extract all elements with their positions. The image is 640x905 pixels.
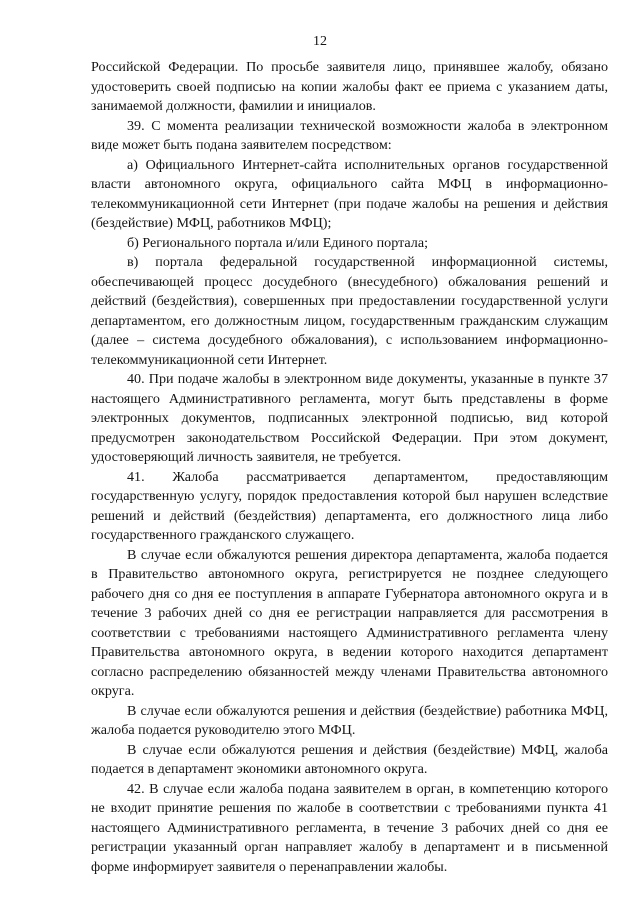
paragraph-39: 39. С момента реализации технической возможности жалоба в электронном виде может быть подана заявителем посредством: — [91, 117, 608, 153]
paragraph-41-mfc: В случае если обжалуются решения и действия (бездействие) МФЦ, жалоба подается в департамент экономики автономного округа. — [91, 741, 608, 777]
body-text — [91, 58, 608, 877]
paragraph-40: 40. При подаче жалобы в электронном виде документы, указанные в пункте 37 настоящего Административного регламента, могут быть представлены в форме электронных документов, подписанных электронной подписью, вид которой предусмотрен законодательством Российской Федерации. При этом документ, удостоверяющий личность заявителя, не требуется. — [91, 371, 608, 465]
paragraph-41-mfc-worker: В случае если обжалуются решения и действия (бездействие) работника МФЦ, жалоба подается руководителю этого МФЦ. — [91, 702, 608, 738]
paragraph-41: 41. Жалоба рассматривается департаментом, предоставляющим государственную услугу, порядок предоставления которой был нарушен вследствие решений и действий (бездействия) департамента, его должностного лица либо государственного гражданского служащего. — [91, 468, 608, 543]
paragraph-39-c: в) портала федеральной государственной информационной системы, обеспечивающей процесс досудебного (внесудебного) обжалования решений и действий (бездействия), совершенных при предоставлении государственной услуги департаментом, его должностным лицом, государственным гражданским служащим (далее – система досудебного обжалования), с использованием информационно-телекоммуникационной сети Интернет. — [91, 254, 608, 368]
paragraph-42: 42. В случае если жалоба подана заявителем в орган, в компетенцию которого не входит принятие решения по жалобе в соответствии с требованиями пункта 41 настоящего Административного регламента, в течение 3 рабочих дней со дня ее регистрации указанный орган направляет жалобу в департамент и в письменной форме информирует заявителя о перенаправлении жалобы. — [91, 780, 608, 875]
paragraph-39-b: б) Регионального портала и/или Единого портала; — [127, 234, 428, 251]
paragraph-41-director: В случае если обжалуются решения директора департамента, жалоба подается в Правительство автономного округа, регистрируется не позднее следующего рабочего дня со дня ее поступления в аппарате Губернатора автономного округа и в течение 3 рабочих дней со дня ее регистрации направляется для рассмотрения в соответствии с требованиями настоящего Административного регламента члену Правительства автономного округа, в ведении которого находится департамент согласно распределению обязанностей между членами Правительства автономного округа. — [91, 546, 608, 699]
page-number: 12 — [313, 34, 327, 49]
paragraph-continuation: Российской Федерации. По просьбе заявителя лицо, принявшее жалобу, обязано удостоверить своей подписью на копии жалобы факт ее приема с указанием даты, занимаемой должности, фамилии и инициалов. — [91, 59, 608, 114]
paragraph-39-a: а) Официального Интернет-сайта исполнительных органов государственной власти автономного округа, официального сайта МФЦ в информационно-телекоммуникационной сети Интернет (при подаче жалобы на решения и действия (бездействие) МФЦ, работников МФЦ); — [91, 156, 608, 231]
